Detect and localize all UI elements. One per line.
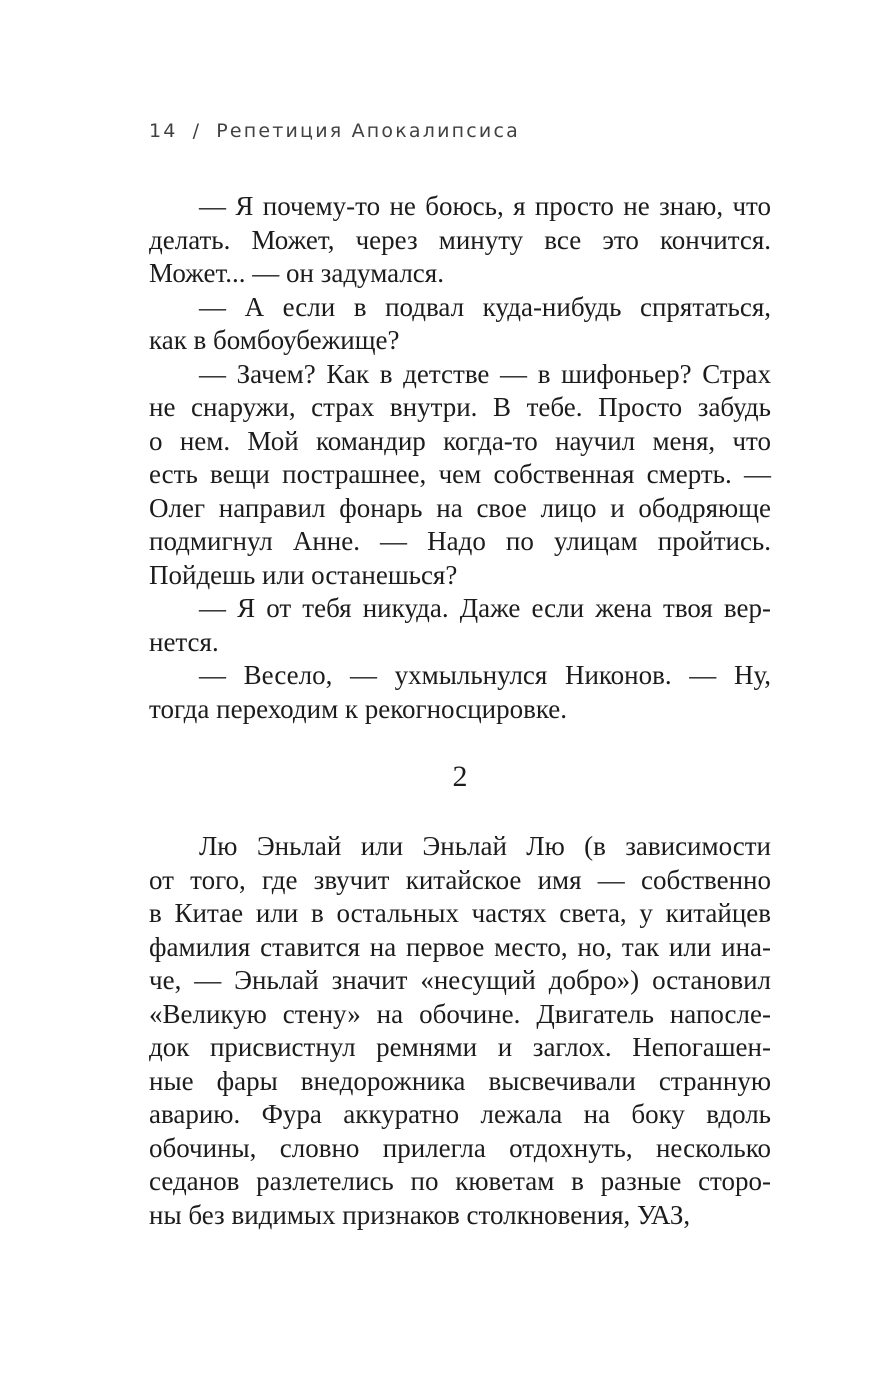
text-line: — Я от тебя никуда. Даже если жена твоя вер- <box>199 593 771 623</box>
text-line: о нем. Мой командир когда-то научил меня, что <box>149 425 771 456</box>
text-line: делать. Может, через минуту все это кончится. <box>149 224 771 255</box>
text-line: Олег направил фонарь на свое лицо и ободряюще <box>149 492 771 523</box>
text-line: че, — Эньлай значит «несущий добро») остановил <box>149 965 771 995</box>
text-line: ные фары внедорожника высвечивали странную <box>149 1065 771 1096</box>
text-line: не снаружи, страх внутри. В тебе. Просто забудь <box>149 392 771 422</box>
text-line: как в бомбоубежище? <box>149 325 400 355</box>
text-line: — Зачем? Как в детстве — в шифоньер? Страх <box>199 358 771 389</box>
text-line: тогда переходим к рекогносцировке. <box>149 693 568 724</box>
text-line: есть вещи пострашнее, чем собственная смерть. — <box>149 459 771 489</box>
text-line: от того, где звучит китайское имя — собственно <box>149 864 771 895</box>
text-line: нется. <box>149 626 219 657</box>
header-separator: / <box>192 120 202 142</box>
text-line: обочины, словно прилегла отдохнуть, несколько <box>149 1132 771 1163</box>
paragraph <box>149 830 771 1232</box>
text-line: — Я почему-то не боюсь, я просто не знаю, что <box>199 191 771 221</box>
text-line: Пойдешь или останешься? <box>149 559 458 590</box>
chapter-number: 2 <box>452 760 468 793</box>
text-line: — А если в подвал куда-нибудь спрятаться, <box>199 291 771 322</box>
text-line: подмигнул Анне. — Надо по улицам пройтись. <box>149 526 771 556</box>
paragraph <box>149 659 771 726</box>
paragraph <box>149 291 771 358</box>
page-number: 14 <box>149 120 178 142</box>
text-line: док присвистнул ремнями и заглох. Непогашен- <box>149 1032 771 1062</box>
text-line: «Великую стену» на обочине. Двигатель напосле- <box>149 998 771 1029</box>
text-line: фамилия ставится на первое место, но, так или ина- <box>149 931 771 962</box>
text-line: ны без видимых признаков столкновения, УАЗ, <box>149 1199 691 1230</box>
text-line: Лю Эньлай или Эньлай Лю (в зависимости <box>199 831 771 861</box>
book-title: Репетиция Апокалипсиса <box>216 120 520 142</box>
text-line: седанов разлетелись по кюветам в разные сторо- <box>149 1166 771 1196</box>
running-header <box>149 119 520 143</box>
text-block <box>149 190 771 1232</box>
paragraph <box>149 358 771 593</box>
text-line: в Китае или в остальных частях света, у китайцев <box>149 898 771 928</box>
paragraph <box>149 190 771 291</box>
text-line: аварию. Фура аккуратно лежала на боку вдоль <box>149 1099 771 1129</box>
text-line: — Весело, — ухмыльнулся Никонов. — Ну, <box>199 660 771 690</box>
paragraph <box>149 592 771 659</box>
text-line: Может... — он задумался. <box>149 258 444 288</box>
